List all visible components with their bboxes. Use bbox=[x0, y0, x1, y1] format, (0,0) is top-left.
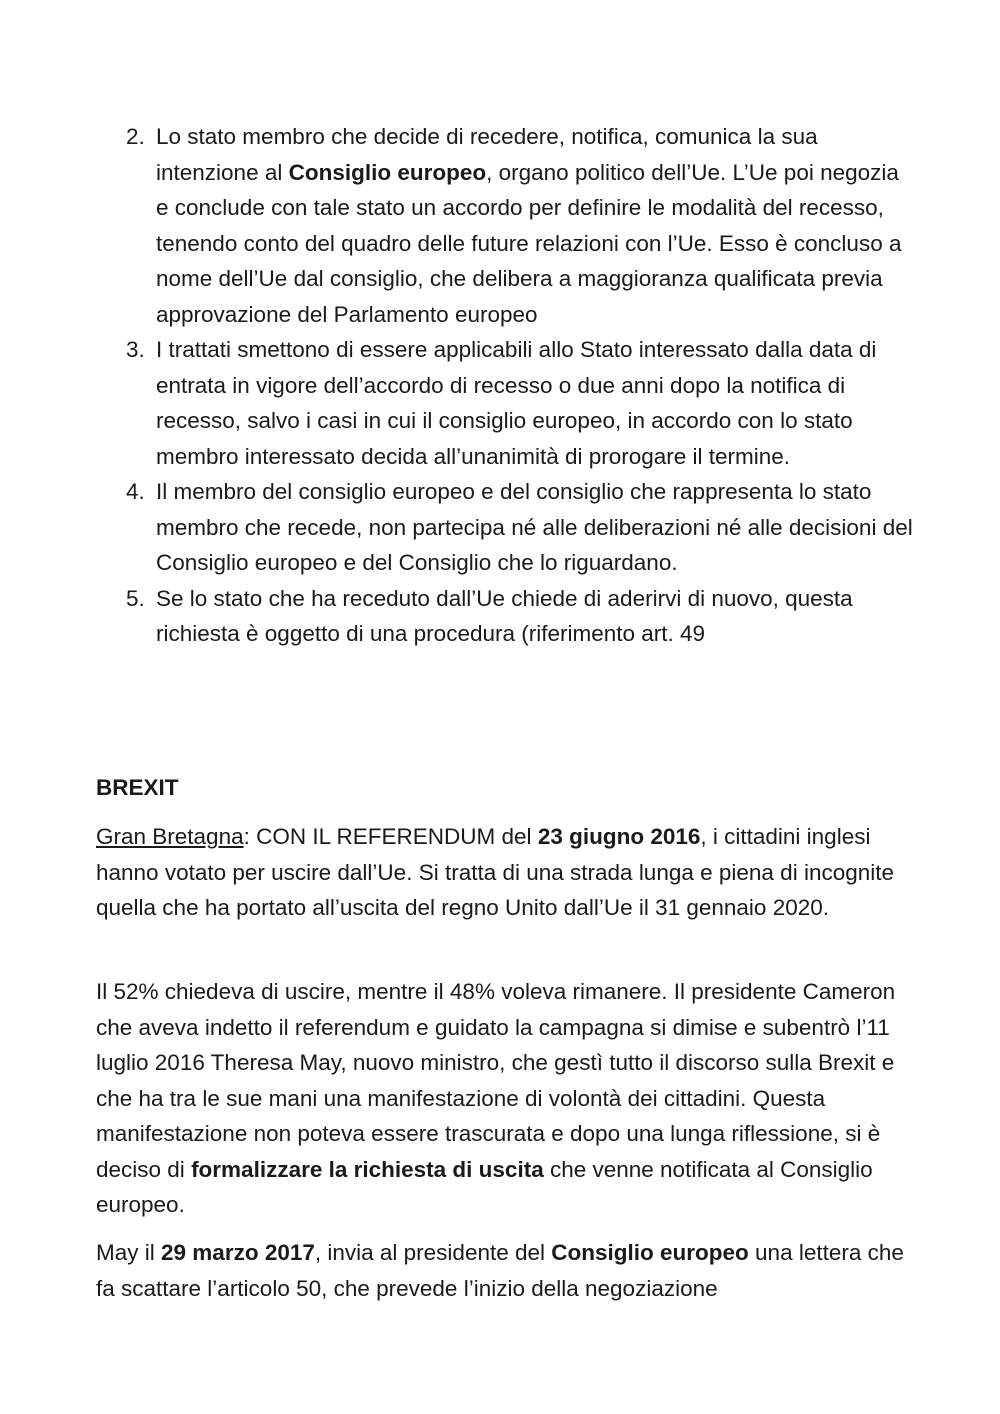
paragraph-text: May il bbox=[96, 1240, 162, 1265]
underlined-text: Gran Bretagna bbox=[96, 824, 244, 849]
list-item-text: Lo stato membro che decide di recedere, notifica, comunica la sua intenzione al bbox=[156, 124, 818, 185]
list-item-text: I trattati smettono di essere applicabili allo Stato interessato dalla data di entrata in vigore dell’accordo di recesso o due anni dopo la notifica di recesso, salvo i casi in cui il consiglio europeo, in accordo con lo stato membro interessato decida all’unanimità di prorogare il termine. bbox=[156, 337, 877, 469]
paragraph-text: : CON IL REFERENDUM del bbox=[243, 824, 538, 849]
list-item bbox=[126, 474, 916, 581]
paragraph-text: che venne notificata al Consiglio europeo. bbox=[96, 1156, 873, 1217]
list-item bbox=[126, 581, 916, 652]
list-item-number: 2. bbox=[126, 124, 145, 149]
paragraph bbox=[96, 974, 916, 1223]
paragraph bbox=[96, 819, 916, 926]
withdrawal-steps-list bbox=[126, 119, 916, 652]
emphasis-text: 29 marzo 2017 bbox=[161, 1240, 315, 1265]
emphasis-text: 23 giugno 2016 bbox=[537, 824, 701, 849]
list-item-number: 4. bbox=[126, 479, 145, 504]
list-item-number: 5. bbox=[126, 585, 145, 611]
paragraph-text: Il 52% chiedeva di uscire, mentre il 48% voleva rimanere. Il presidente Cameron che aveva indetto il referendum e guidato la campagna si dimise e subentrò l’11 luglio 2016 Theresa May, nuovo ministro, che gestì tutto il discorso sulla Brexit e che ha tra le sue mani una manifestazione di volontà dei cittadini. Questa manifestazione non poteva essere trascurata e dopo una lunga riflessione, si è deciso di bbox=[96, 979, 896, 1182]
paragraph bbox=[96, 1235, 916, 1306]
list-item-text: Il membro del consiglio europeo e del consiglio che rappresenta lo stato membro che recede, non partecipa né alle deliberazioni né alle decisioni del Consiglio europeo e del Consiglio che lo riguardano. bbox=[156, 479, 913, 575]
paragraph-text: , invia al presidente del bbox=[314, 1240, 552, 1265]
paragraph-text: , i cittadini inglesi hanno votato per uscire dall’Ue. Si tratta di una strada lunga e piena di incognite quella che ha portato all’uscita del regno Unito dall’Ue il 31 gennaio 2020. bbox=[96, 824, 895, 920]
list-item-text: , organo politico dell’Ue. L’Ue poi negozia e conclude con tale stato un accordo per definire le modalità del recesso, tenendo conto del quadro delle future relazioni con l’Ue. Esso è concluso a nome dell’Ue dal consiglio, che delibera a maggioranza qualificata previa approvazione del Parlamento europeo bbox=[156, 159, 902, 327]
emphasis-text: formalizzare la richiesta di uscita bbox=[191, 1156, 544, 1182]
list-item bbox=[126, 119, 916, 332]
section-heading: BREXIT bbox=[96, 775, 179, 800]
list-item bbox=[126, 332, 916, 474]
paragraph-text: una lettera che fa scattare l’articolo 50, che prevede l’inizio della negoziazione bbox=[96, 1240, 904, 1301]
list-item-number: 3. bbox=[126, 337, 145, 362]
emphasis-text: Consiglio europeo bbox=[551, 1240, 749, 1265]
list-item-text: Se lo stato che ha receduto dall’Ue chiede di aderirvi di nuovo, questa richiesta è oggetto di una procedura (riferimento art. 49 bbox=[156, 585, 853, 646]
emphasis-text: Consiglio europeo bbox=[288, 159, 487, 185]
